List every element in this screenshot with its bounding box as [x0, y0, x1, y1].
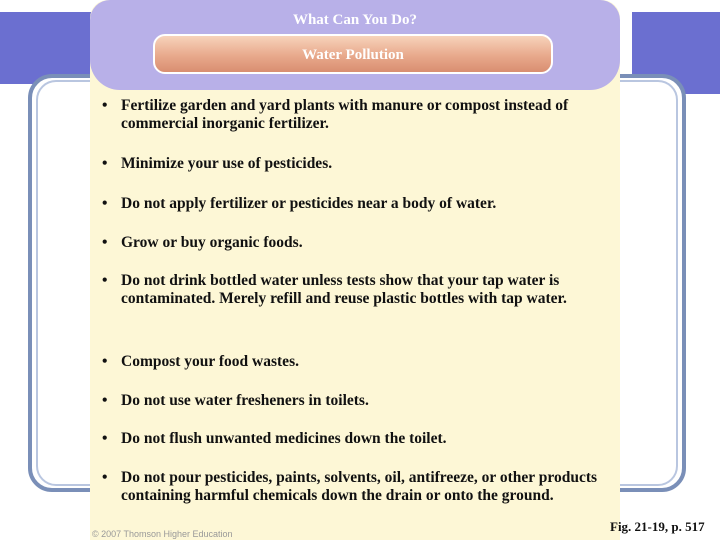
- bullet-text: Do not apply fertilizer or pesticides near a body of water.: [121, 195, 497, 212]
- bullet-item: [102, 97, 612, 133]
- bullet-text: Do not pour pesticides, paints, solvents, oil, antifreeze, or other products containing harmful chemicals down the drain or onto the ground.: [121, 469, 598, 504]
- bullet-text: Fertilize garden and yard plants with manure or compost instead of commercial inorganic fertilizer.: [121, 97, 569, 132]
- bullet-text: Minimize your use of pesticides.: [121, 155, 333, 172]
- bullet-dot: •: [102, 392, 108, 409]
- bullet-text: Do not use water fresheners in toilets.: [121, 392, 369, 409]
- bullet-dot: •: [102, 234, 108, 251]
- bullet-item: [102, 234, 612, 252]
- bullet-dot: •: [102, 353, 108, 370]
- bullet-text: Do not drink bottled water unless tests show that your tap water is contaminated. Merely refill and reuse plastic bottles with tap water.: [121, 272, 567, 307]
- bullet-text: Grow or buy organic foods.: [121, 234, 303, 251]
- bullet-item: [102, 195, 612, 213]
- bullet-item: [102, 469, 612, 505]
- bullet-item: [102, 353, 612, 371]
- bullet-text: Do not flush unwanted medicines down the toilet.: [121, 430, 447, 447]
- bullet-dot: •: [102, 469, 108, 486]
- figure-reference: Fig. 21-19, p. 517: [610, 519, 705, 534]
- bullet-item: [102, 392, 612, 410]
- slide-subtitle: Water Pollution: [153, 34, 553, 74]
- bullet-dot: •: [102, 430, 108, 447]
- bullet-dot: •: [102, 155, 108, 172]
- bullet-text: Compost your food wastes.: [121, 353, 299, 370]
- bullet-dot: •: [102, 195, 108, 212]
- bullet-dot: •: [102, 97, 108, 114]
- bullet-item: [102, 155, 612, 173]
- bullet-dot: •: [102, 272, 108, 289]
- bullet-item: [102, 272, 612, 308]
- slide-title: What Can You Do?: [292, 12, 418, 28]
- bullet-item: [102, 430, 612, 448]
- copyright-notice: © 2007 Thomson Higher Education: [92, 529, 233, 539]
